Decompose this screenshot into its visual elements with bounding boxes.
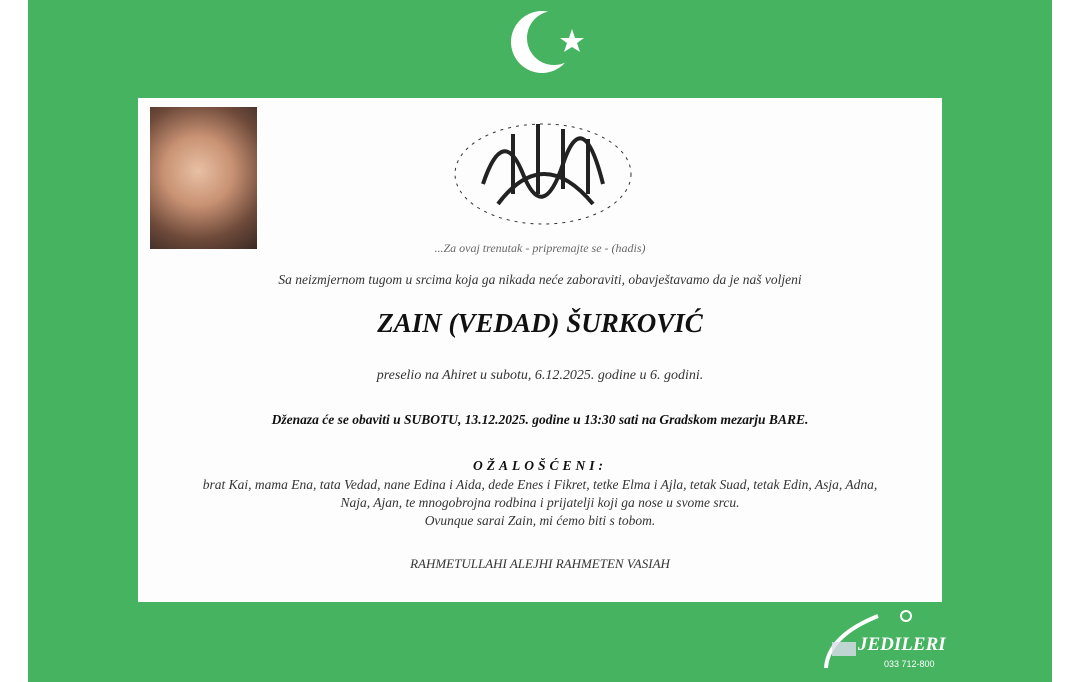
- crescent-star-icon: [506, 2, 586, 82]
- deceased-name: ZAIN (VEDAD) ŠURKOVIĆ: [377, 308, 703, 338]
- obituary-card: [138, 98, 942, 602]
- mourners-list: [138, 476, 942, 530]
- logo-phone: 033 712-800: [884, 659, 935, 669]
- hadis-quote: ...Za ovaj trenutak - pripremajte se - (hadis): [434, 241, 646, 255]
- closing-prayer: RAHMETULLAHI ALEJHI RAHMETEN VASIAH: [410, 556, 670, 571]
- death-date-text: preselio na Ahiret u subotu, 6.12.2025. godine u 6. godini.: [376, 368, 704, 383]
- deceased-photo: [150, 107, 257, 249]
- mourners-line: brat Kai, mama Ena, tata Vedad, nane Edina i Aida, dede Enes i Fikret, tetke Elma i Ajla, tetak Suad, tetak Edin, Asja, Adna,: [202, 477, 878, 492]
- jedileri-logo: [818, 606, 968, 676]
- mourners-line: Ovunque sarai Zain, mi ćemo biti s tobom.: [424, 513, 656, 528]
- mourners-line: Naja, Ajan, te mnogobrojna rodbina i prijatelji koji ga nose u svome srcu.: [340, 495, 740, 510]
- arabic-calligraphy-icon: [443, 104, 643, 239]
- funeral-text: Dženaza će se obaviti u SUBOTU, 13.12.2025. godine u 13:30 sati na Gradskom mezarju BARE.: [271, 412, 809, 427]
- intro-text: Sa neizmjernom tugom u srcima koja ga nikada neće zaboraviti, obavještavamo da je naš voljeni: [278, 272, 802, 287]
- logo-brand: JEDILERI: [858, 634, 946, 655]
- mourners-title: OŽALOŠĆENI:: [472, 458, 607, 473]
